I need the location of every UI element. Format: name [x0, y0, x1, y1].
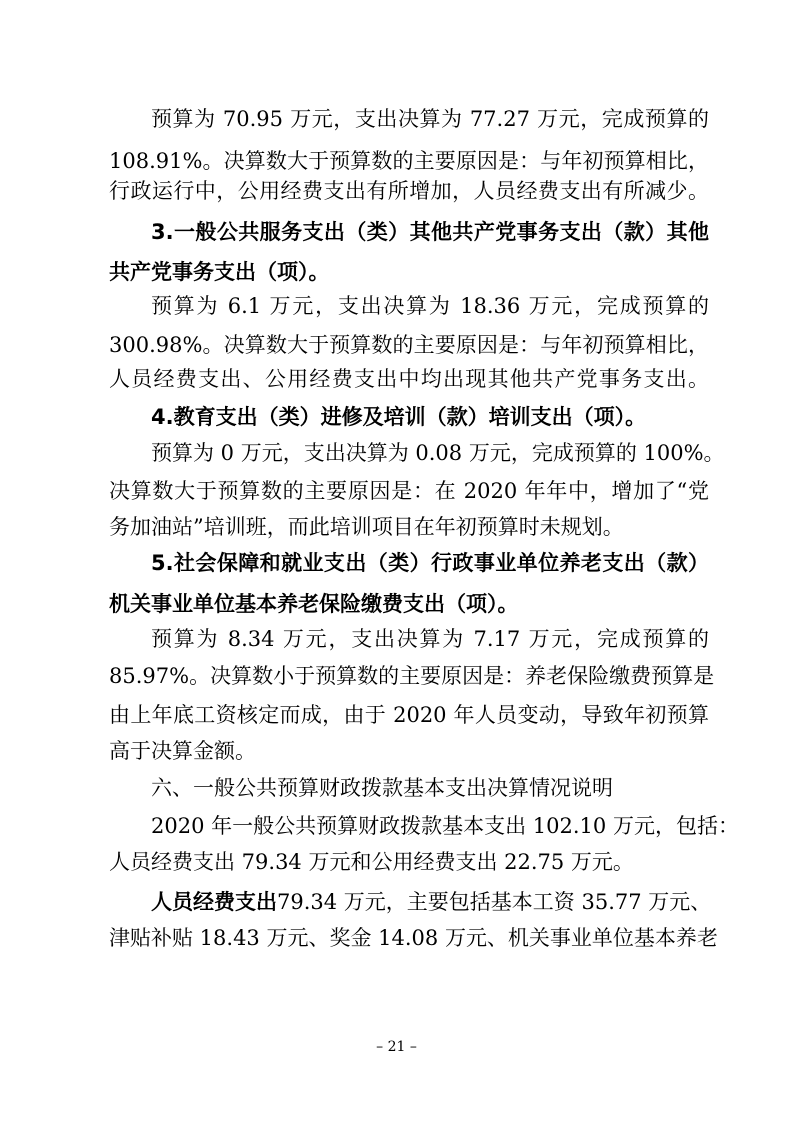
- heading-line: 3.一般公共服务支出（类）其他共产党事务支出（款）其他: [151, 220, 709, 244]
- text-line: 2020 年一般公共预算财政拨款基本支出 102.10 万元，包括：: [151, 814, 739, 838]
- text-line: 预算为 0 万元，支出决算为 0.08 万元，完成预算的 100%。: [151, 441, 725, 465]
- heading-line: 5.社会保障和就业支出（类）行政事业单位养老支出（款）: [151, 551, 709, 575]
- section-heading: 六、一般公共预算财政拨款基本支出决算情况说明: [151, 776, 613, 800]
- text-line: 决算数大于预算数的主要原因是：在 2020 年年中，增加了“党: [109, 479, 709, 503]
- text-line: 85.97%。决算数小于预算数的主要原因是：养老保险缴费预算是: [109, 664, 715, 688]
- heading-line: 4.教育支出（类）进修及培训（款）培训支出（项）。: [151, 405, 647, 429]
- page-number: – 21 –: [376, 1039, 417, 1055]
- heading-line: 共产党事务支出（项）。: [109, 260, 330, 284]
- text-line: 人员经费支出、公用经费支出中均出现其他共产党事务支出。: [109, 367, 709, 391]
- text-line: 人员经费支出 79.34 万元和公用经费支出 22.75 万元。: [109, 850, 634, 874]
- text-line: 预算为 8.34 万元，支出决算为 7.17 万元，完成预算的: [151, 627, 709, 651]
- text-line: 108.91%。决算数大于预算数的主要原因是：与年初预算相比，: [109, 149, 709, 173]
- text-line: 预算为 70.95 万元，支出决算为 77.27 万元，完成预算的: [151, 107, 709, 131]
- text-line: 由上年底工资核定而成，由于 2020 年人员变动，导致年初预算: [109, 703, 709, 727]
- inline-bold-label: 人员经费支出: [151, 890, 277, 914]
- text-line: 预算为 6.1 万元，支出决算为 18.36 万元，完成预算的: [151, 294, 709, 318]
- text-line: 津贴补贴 18.43 万元、奖金 14.08 万元、机关事业单位基本养老: [109, 926, 718, 950]
- text-line: 务加油站”培训班，而此培训项目在年初预算时未规划。: [109, 515, 624, 539]
- text-line: 高于决算金额。: [109, 739, 256, 763]
- text-line: 行政运行中，公用经费支出有所增加，人员经费支出有所减少。: [109, 179, 709, 203]
- text-line-rest: 79.34 万元，主要包括基本工资 35.77 万元、: [277, 890, 712, 914]
- text-line: 300.98%。决算数大于预算数的主要原因是：与年初预算相比，: [109, 333, 709, 357]
- text-line: [151, 890, 712, 914]
- heading-line: 机关事业单位基本养老保险缴费支出（项）。: [109, 592, 519, 616]
